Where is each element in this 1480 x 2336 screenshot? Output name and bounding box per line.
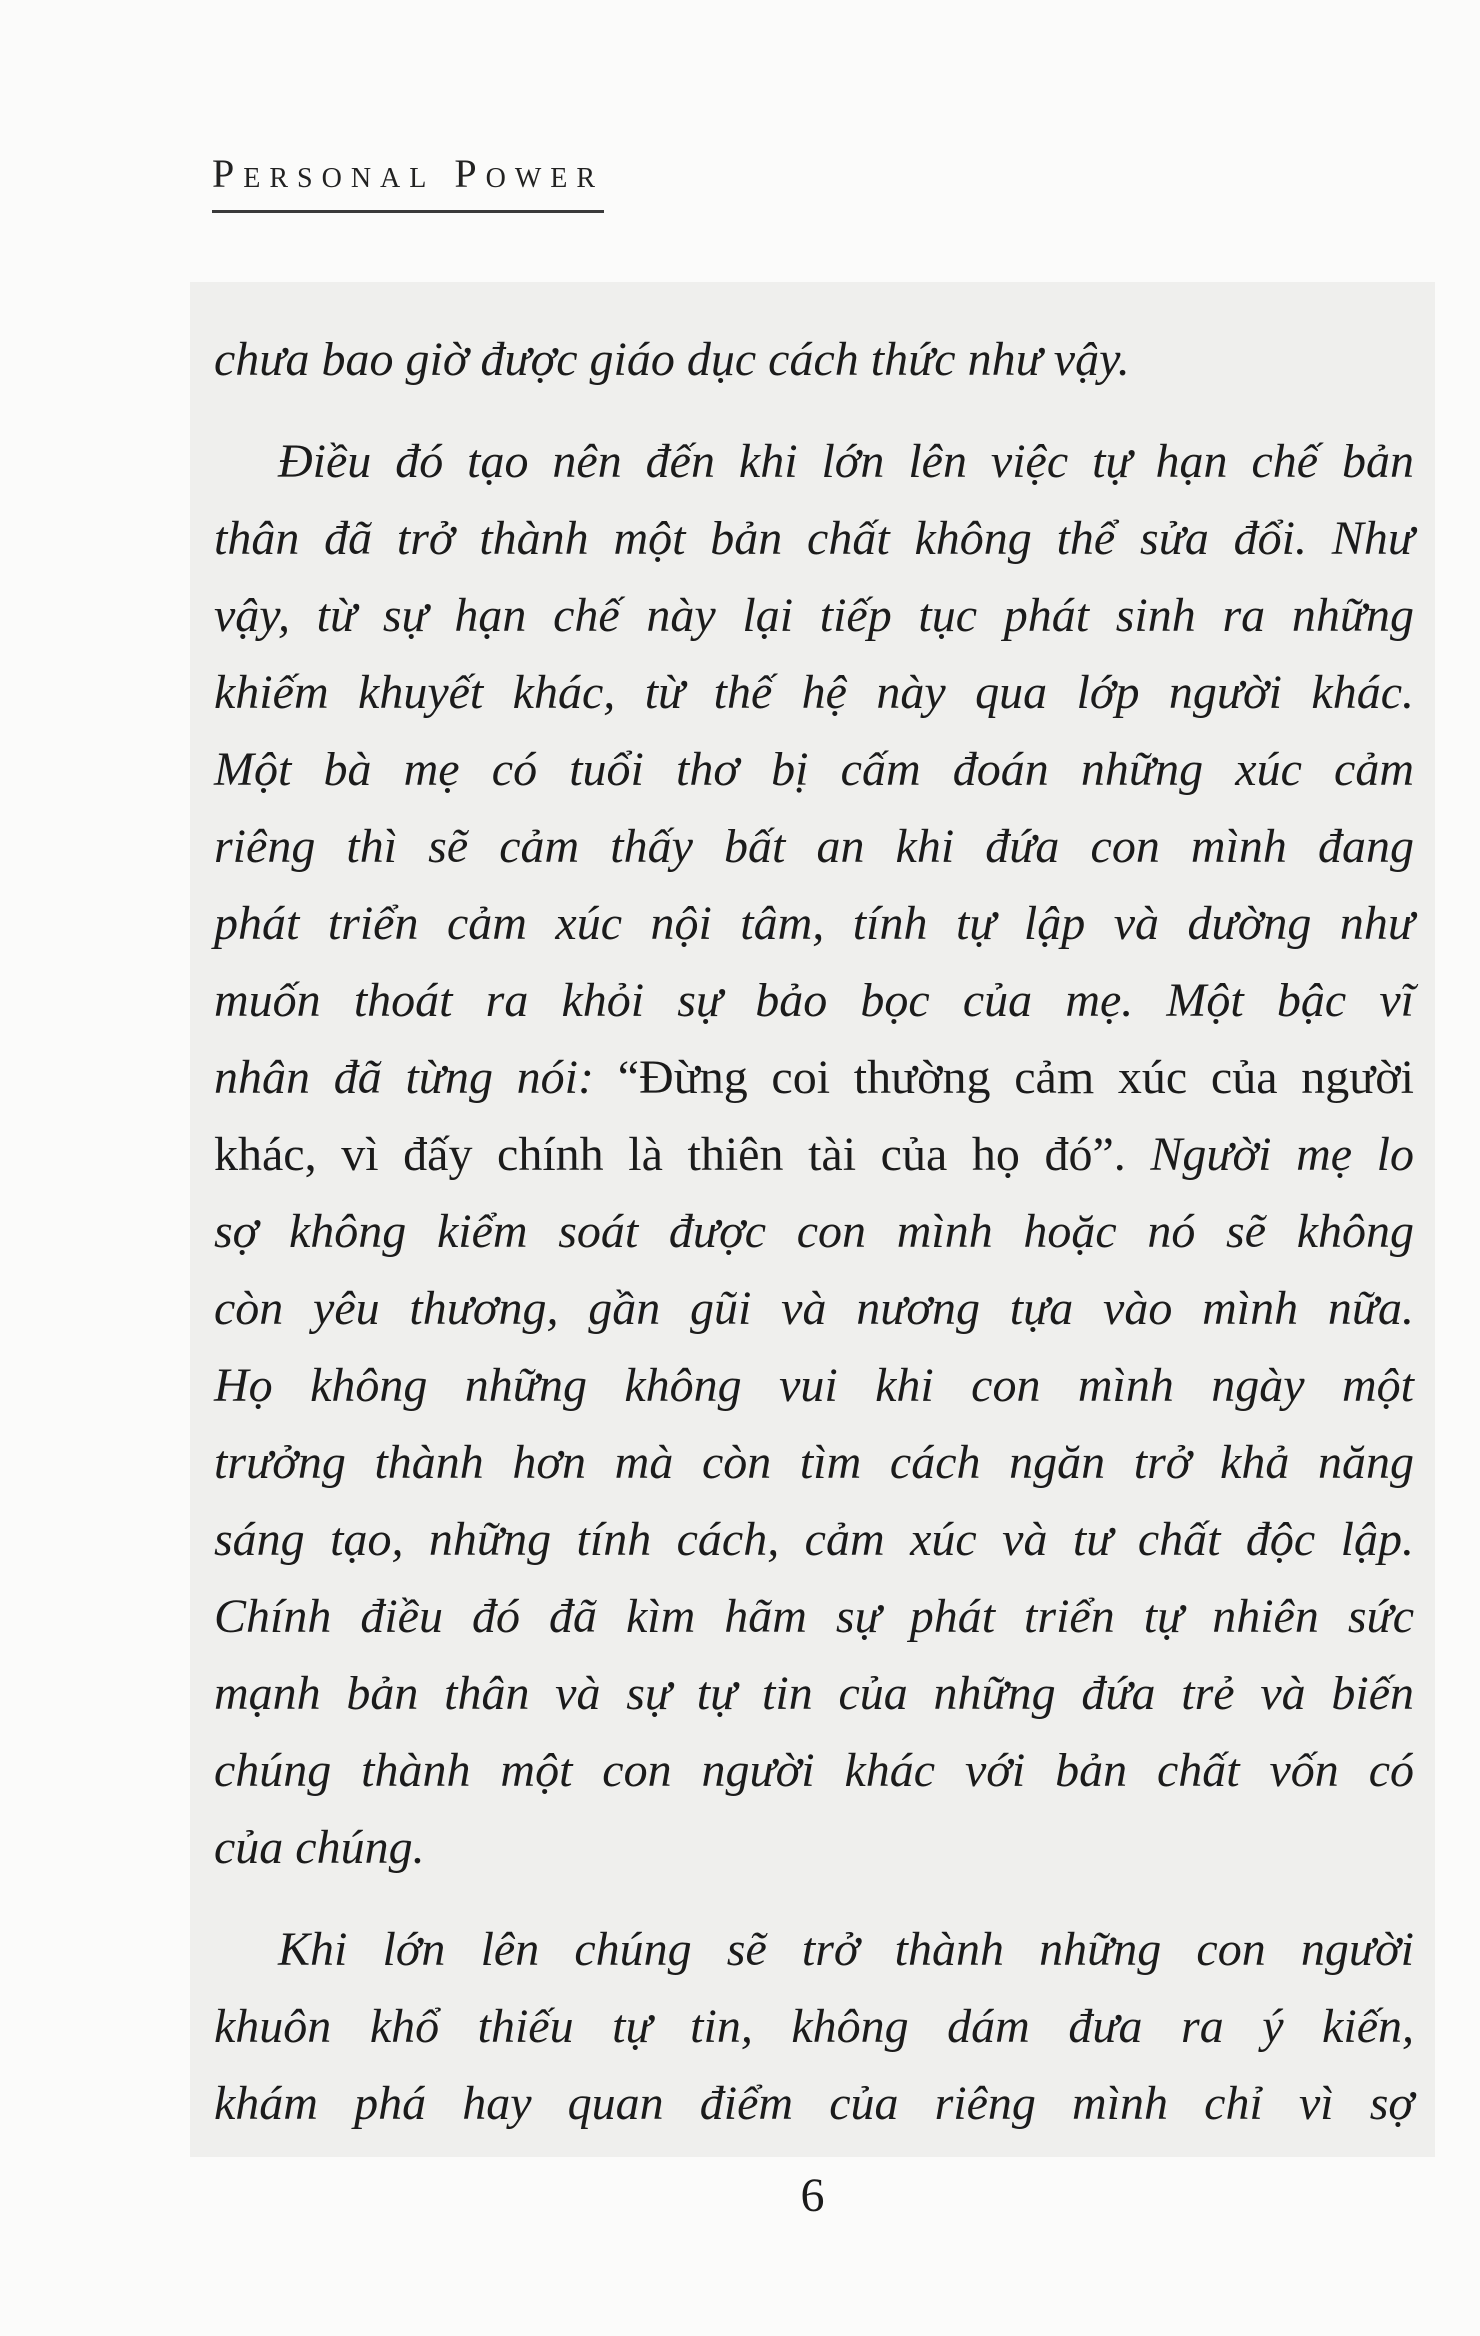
body-line: vậy, từ sự hạn chế này lại tiếp tục phát sinh ra những — [214, 589, 1414, 642]
body-line: còn yêu thương, gần gũi và nương tựa vào mình nữa. — [214, 1282, 1414, 1335]
body-line: khám phá hay quan điểm của riêng mình chỉ vì sợ — [214, 2077, 1414, 2130]
body-line: thân đã trở thành một bản chất không thể sửa đổi. Như — [214, 512, 1414, 565]
body-line: trưởng thành hơn mà còn tìm cách ngăn trở khả năng — [214, 1436, 1414, 1489]
body-line: Khi lớn lên chúng sẽ trở thành những con người — [278, 1923, 1414, 1976]
body-line: mạnh bản thân và sự tự tin của những đứa trẻ và biến — [214, 1667, 1414, 1720]
running-head: Personal Power — [212, 151, 605, 196]
body-line: riêng thì sẽ cảm thấy bất an khi đứa con mình đang — [214, 820, 1414, 873]
body-line: chưa bao giờ được giáo dục cách thức như vậy. — [214, 333, 1130, 386]
running-head-rule — [212, 210, 604, 213]
body-line: Họ không những không vui khi con mình ngày một — [214, 1359, 1414, 1412]
page-number: 6 — [800, 2169, 825, 2222]
body-line: phát triển cảm xúc nội tâm, tính tự lập và dường như — [214, 897, 1414, 950]
body-line: nhân đã từng nói: “Đừng coi thường cảm xúc của người — [214, 1051, 1414, 1104]
body-line: Điều đó tạo nên đến khi lớn lên việc tự hạn chế bản — [278, 435, 1414, 488]
body-line: Một bà mẹ có tuổi thơ bị cấm đoán những xúc cảm — [214, 743, 1414, 796]
body-line: sáng tạo, những tính cách, cảm xúc và tư chất độc lập. — [214, 1513, 1414, 1566]
body-line: khác, vì đấy chính là thiên tài của họ đó”. Người mẹ lo — [214, 1128, 1415, 1181]
body-line: khiếm khuyết khác, từ thế hệ này qua lớp người khác. — [214, 666, 1414, 719]
body-line: sợ không kiểm soát được con mình hoặc nó sẽ không — [214, 1205, 1414, 1258]
body-line: Chính điều đó đã kìm hãm sự phát triển tự nhiên sức — [214, 1590, 1414, 1643]
quotation: “Đừng coi thường cảm xúc của người — [617, 1051, 1414, 1104]
body-line: khuôn khổ thiếu tự tin, không dám đưa ra ý kiến, — [214, 2000, 1414, 2053]
body-line: của chúng. — [214, 1821, 425, 1874]
body-line: muốn thoát ra khỏi sự bảo bọc của mẹ. Một bậc vĩ — [214, 974, 1414, 1027]
quotation: khác, vì đấy chính là thiên tài của họ đó”. — [214, 1128, 1126, 1181]
body-line: chúng thành một con người khác với bản chất vốn có — [214, 1744, 1414, 1797]
